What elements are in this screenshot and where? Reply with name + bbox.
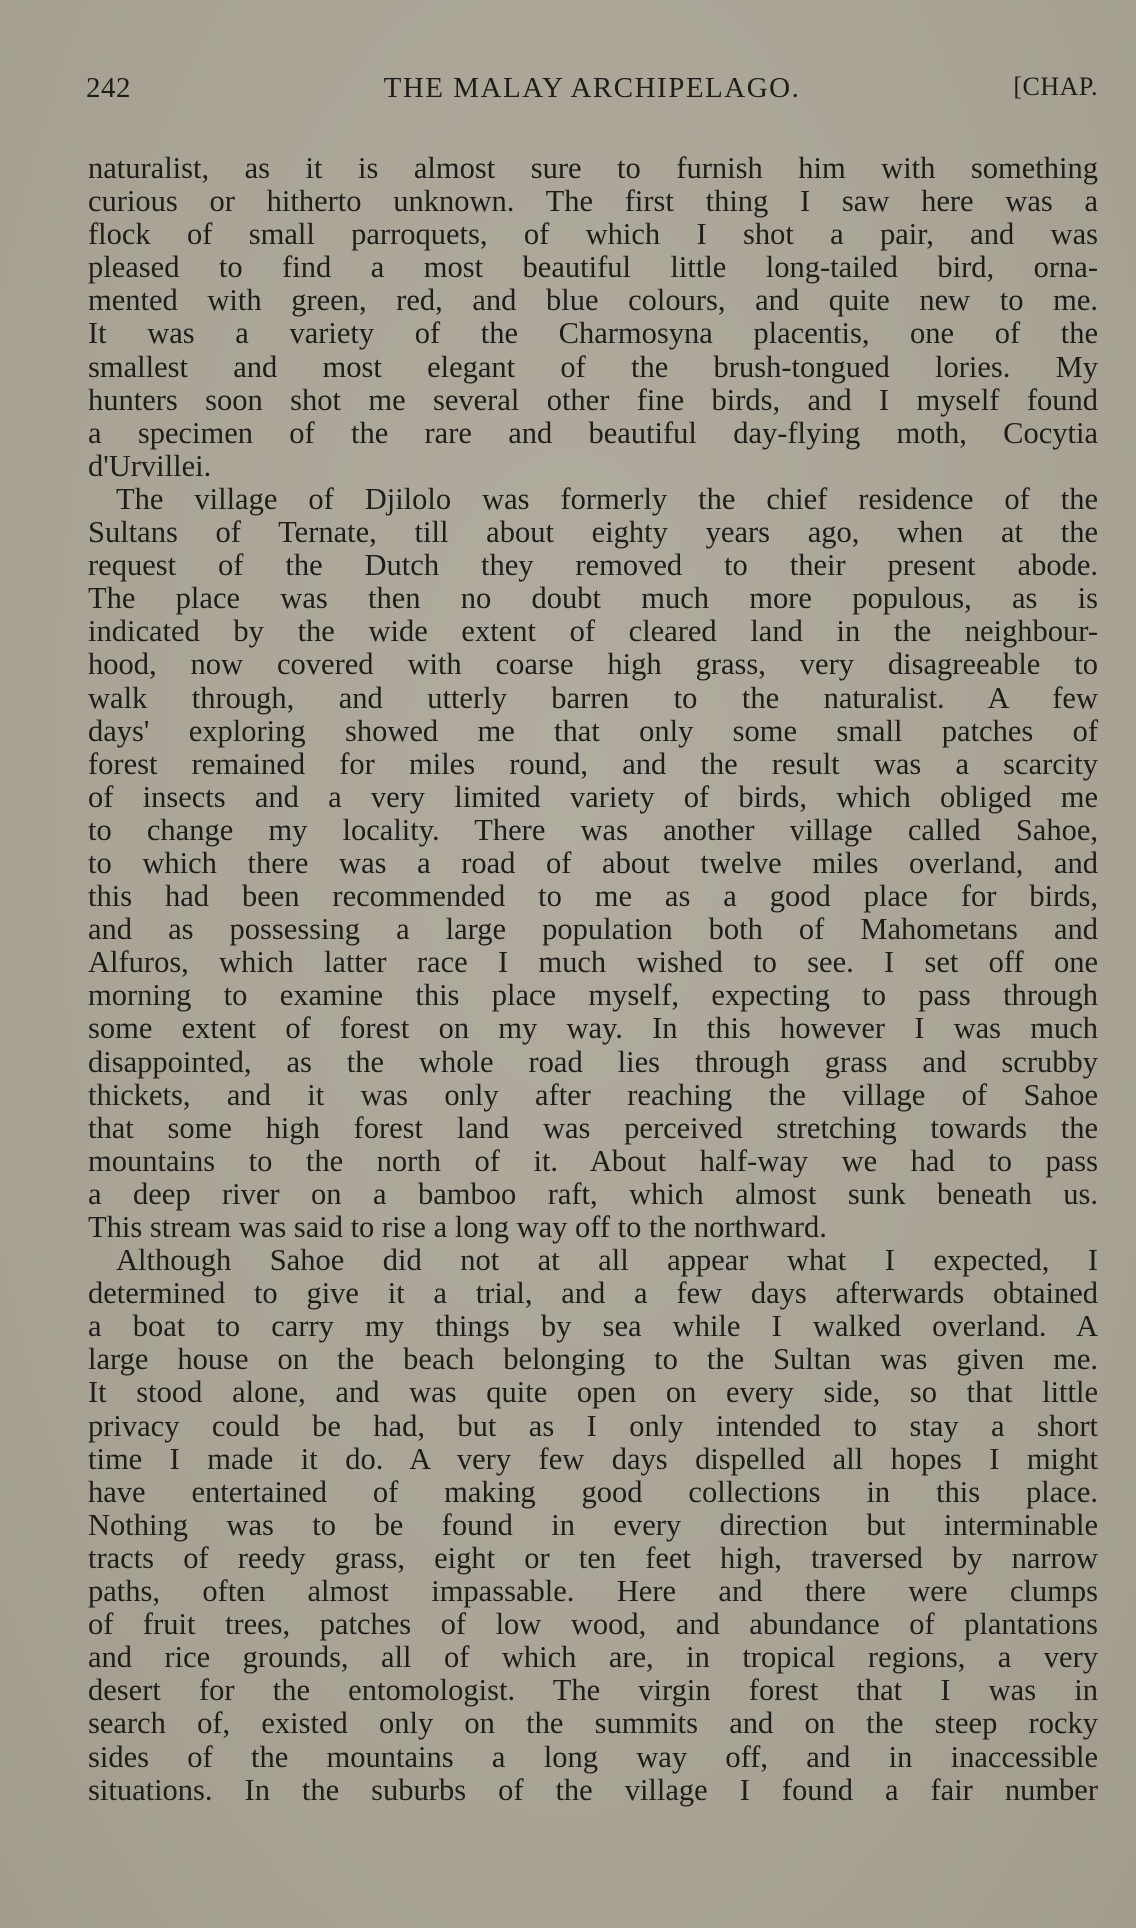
text-line: Sultans of Ternate, till about eighty years ago, when at the <box>88 515 1098 550</box>
text-line: naturalist, as it is almost sure to furnish him with something <box>88 151 1098 185</box>
text-line: this had been recommended to me as a good place for birds, <box>88 879 1098 914</box>
text-line: a deep river on a bamboo raft, which almost sunk beneath us. <box>88 1176 1098 1211</box>
book-title: THE MALAY ARCHIPELAGO. <box>383 72 801 104</box>
text-line: privacy could be had, but as I only intended to stay a short <box>88 1408 1098 1443</box>
text-line: hunters soon shot me several other fine birds, and I myself found <box>88 382 1098 417</box>
text-line: Alfuros, which latter race I much wished to see. I set off one <box>88 945 1098 980</box>
page-number: 242 <box>86 72 131 104</box>
text-line: walk through, and utterly barren to the naturalist. A few <box>88 680 1098 715</box>
text-line: hood, now covered with coarse high grass, very disagreeable to <box>88 647 1098 682</box>
text-line: curious or hitherto unknown. The first thing I saw here was a <box>88 184 1098 219</box>
text-line: and rice grounds, all of which are, in tropical regions, a very <box>88 1640 1098 1675</box>
text-line: mented with green, red, and blue colours, and quite new to me. <box>88 283 1098 318</box>
chapter-label: [CHAP. <box>1013 72 1098 101</box>
text-line: search of, existed only on the summits and on the steep rocky <box>88 1706 1098 1741</box>
text-line: disappointed, as the whole road lies through grass and scrubby <box>88 1044 1098 1079</box>
text-line: determined to give it a trial, and a few days afterwards obtained <box>88 1276 1098 1311</box>
text-line: request of the Dutch they removed to their present abode. <box>88 548 1098 583</box>
running-head <box>86 72 1098 112</box>
text-line: some extent of forest on my way. In this however I was much <box>88 1011 1098 1046</box>
text-line: sides of the mountains a long way off, and in inaccessible <box>88 1739 1098 1774</box>
text-line: The village of Djilolo was formerly the chief residence of the <box>116 481 1098 516</box>
text-line: situations. In the suburbs of the village I found a fair number <box>88 1772 1098 1807</box>
text-line: to change my locality. There was another village called Sahoe, <box>88 812 1098 847</box>
text-line: that some high forest land was perceived stretching towards the <box>88 1110 1098 1145</box>
text-line: large house on the beach belonging to the Sultan was given me. <box>88 1342 1098 1377</box>
text-line: forest remained for miles round, and the result was a scarcity <box>88 746 1098 781</box>
text-line: a boat to carry my things by sea while I walked overland. A <box>88 1309 1098 1344</box>
text-line: d'Urvillei. <box>88 448 212 483</box>
text-line: have entertained of making good collections in this place. <box>88 1474 1098 1509</box>
text-line: This stream was said to rise a long way off to the northward. <box>88 1210 827 1244</box>
text-line: to which there was a road of about twelve miles overland, and <box>88 845 1098 880</box>
text-line: desert for the entomologist. The virgin forest that I was in <box>88 1673 1098 1708</box>
text-line: paths, often almost impassable. Here and there were clumps <box>88 1574 1098 1609</box>
body-text <box>88 152 1098 1807</box>
text-line: The place was then no doubt much more populous, as is <box>88 581 1098 616</box>
text-line: pleased to find a most beautiful little long-tailed bird, orna- <box>88 250 1098 285</box>
text-line: days' exploring showed me that only some small patches of <box>88 713 1098 748</box>
text-line: time I made it do. A very few days dispelled all hopes I might <box>88 1441 1098 1476</box>
text-line: of fruit trees, patches of low wood, and abundance of plantations <box>88 1607 1098 1642</box>
text-line: Nothing was to be found in every direction but interminable <box>88 1507 1098 1542</box>
text-line: thickets, and it was only after reaching the village of Sahoe <box>88 1077 1098 1112</box>
text-line: Although Sahoe did not at all appear what I expected, I <box>116 1243 1098 1278</box>
text-line: smallest and most elegant of the brush-tongued lories. My <box>88 349 1098 384</box>
text-line: morning to examine this place myself, expecting to pass through <box>88 978 1098 1013</box>
text-line: and as possessing a large population both of Mahometans and <box>88 912 1098 947</box>
text-line: a specimen of the rare and beautiful day-flying moth, Cocytia <box>88 415 1098 450</box>
text-line: It was a variety of the Charmosyna placentis, one of the <box>88 316 1098 351</box>
text-line: of insects and a very limited variety of birds, which obliged me <box>88 779 1098 814</box>
text-line: mountains to the north of it. About half-way we had to pass <box>88 1143 1098 1178</box>
text-line: indicated by the wide extent of cleared land in the neighbour- <box>88 614 1098 649</box>
text-line: flock of small parroquets, of which I shot a pair, and was <box>88 217 1098 252</box>
text-line: tracts of reedy grass, eight or ten feet high, traversed by narrow <box>88 1540 1098 1575</box>
text-line: It stood alone, and was quite open on every side, so that little <box>88 1375 1098 1410</box>
